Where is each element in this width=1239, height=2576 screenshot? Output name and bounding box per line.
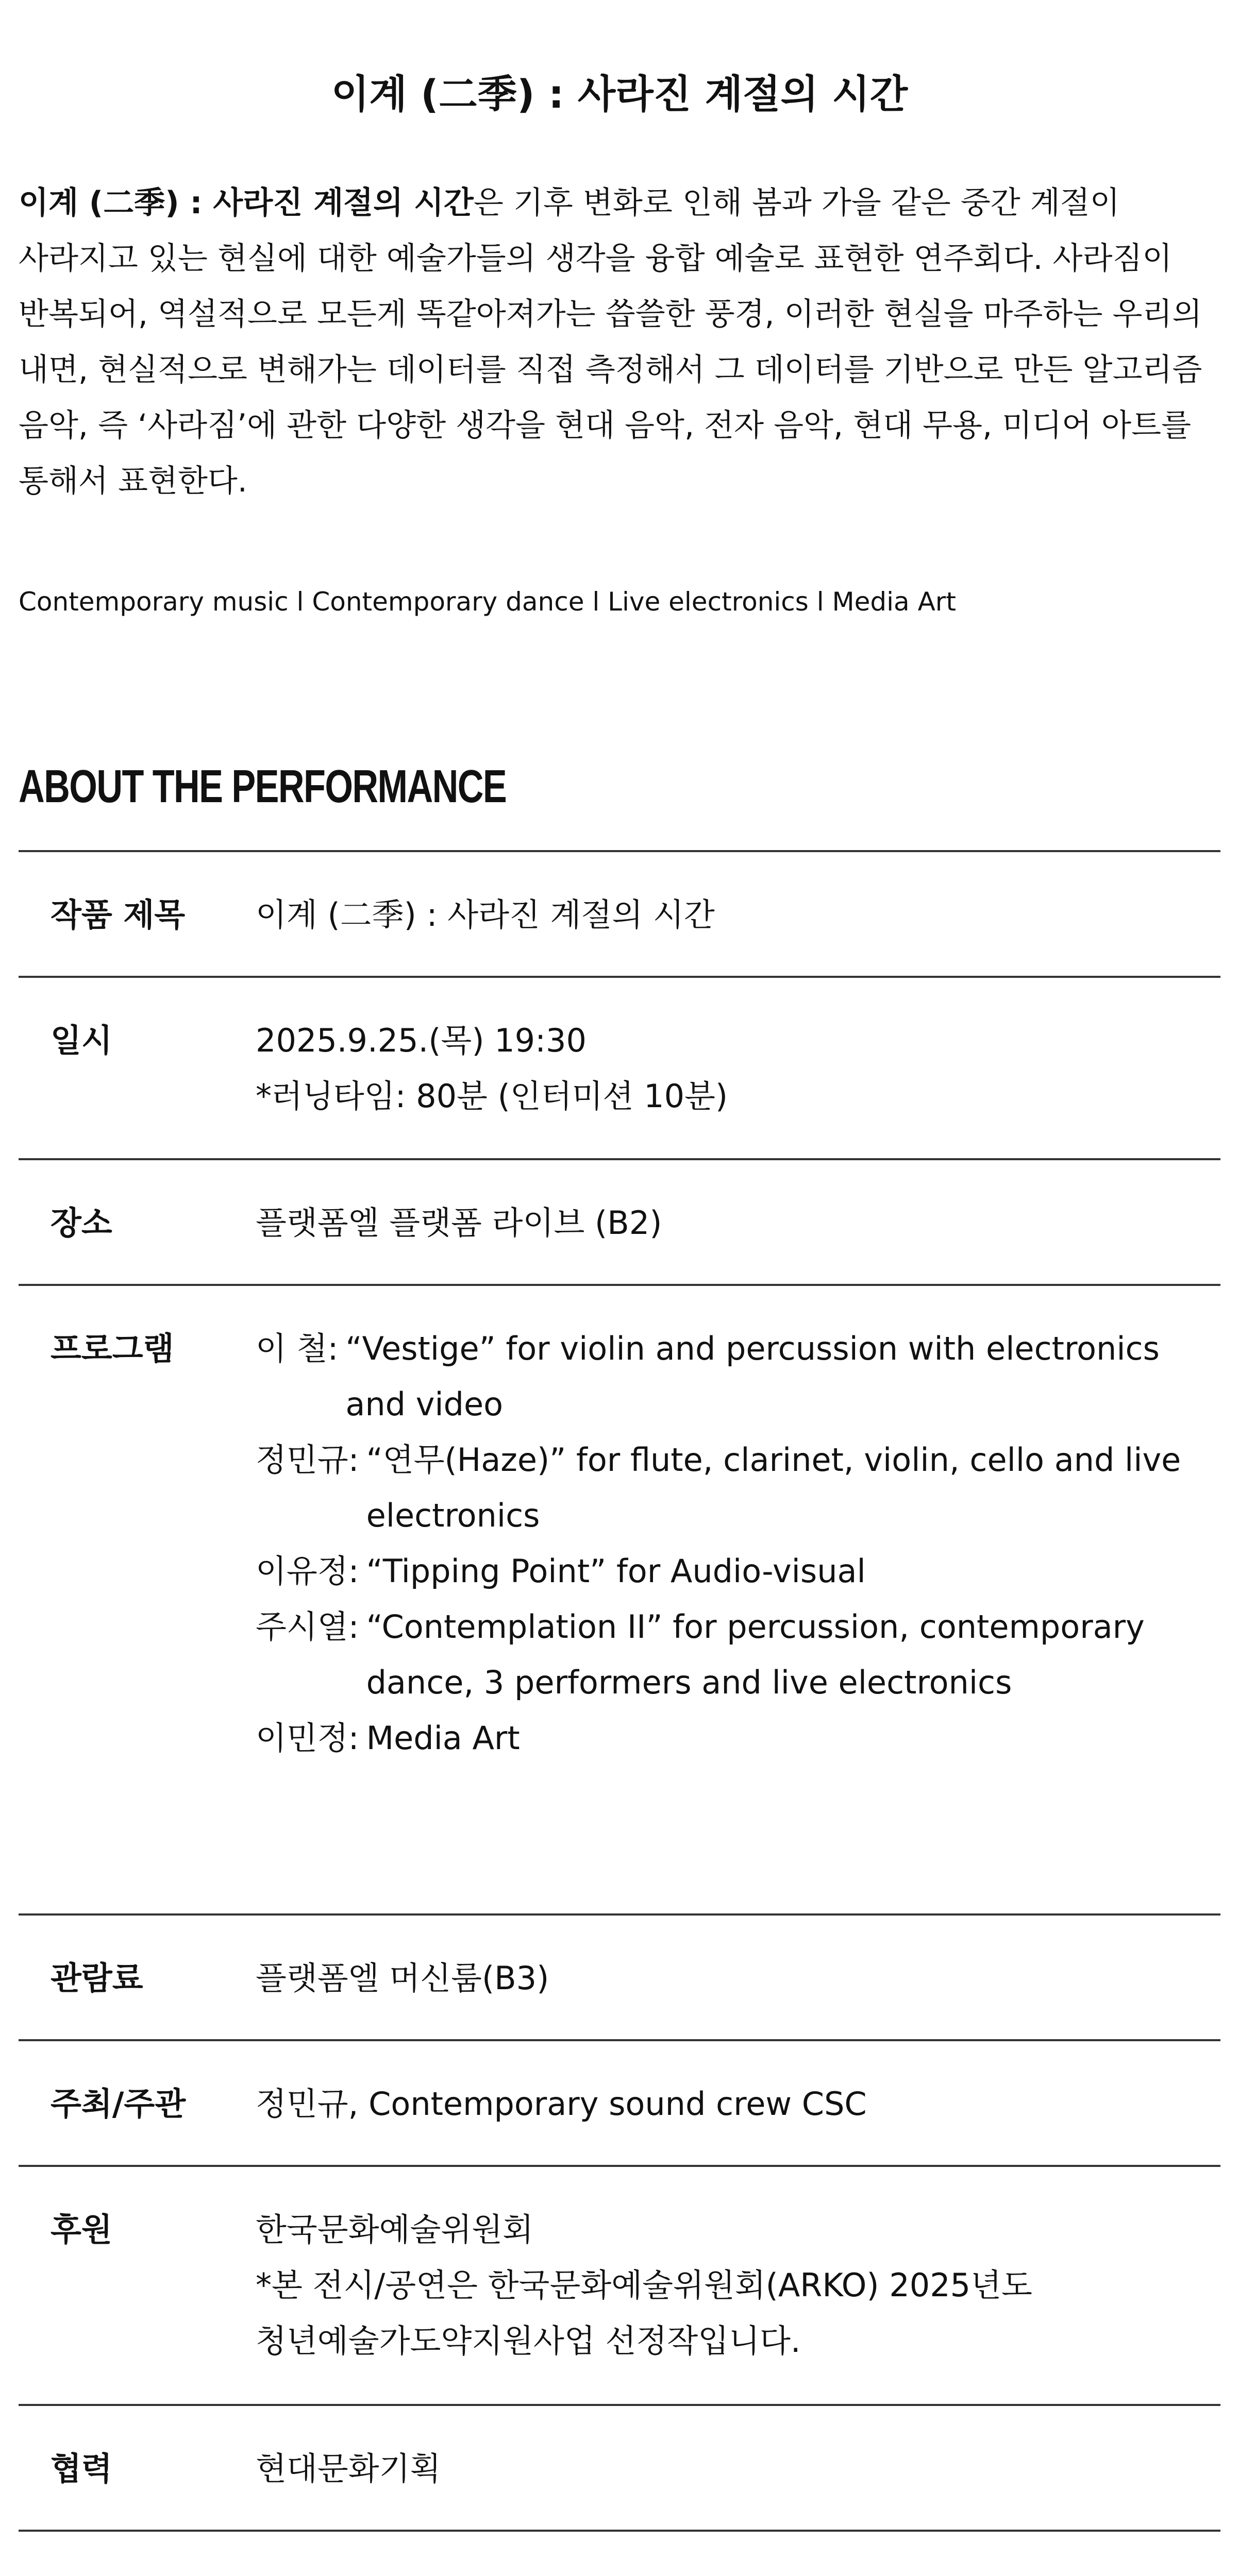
- program-composer: 주시열:: [256, 1608, 359, 1646]
- row-label: 관람료: [51, 1959, 143, 1997]
- row-ticket: [19, 1916, 1220, 2041]
- program-composer: 이민정:: [256, 1719, 359, 1757]
- row-program: [19, 1286, 1220, 1916]
- program-item: [256, 1432, 1220, 1544]
- row-cooperation: [19, 2406, 1220, 2532]
- program-item: [256, 1544, 1220, 1599]
- date-value: 2025.9.25.(목) 19:30: [256, 1022, 587, 1059]
- program-work: “Vestige” for violin and percussion with electronics and video: [345, 1330, 1160, 1423]
- row-label: 후원: [51, 2211, 112, 2248]
- page-title: 이계 (二季) : 사라진 계절의 시간: [331, 71, 908, 117]
- program-composer: 정민규:: [256, 1441, 359, 1479]
- program-item: [256, 1710, 1220, 1766]
- row-value: 플랫폼엘 머신룸(B3): [256, 1959, 549, 1997]
- program-work: “Tipping Point” for Audio-visual: [366, 1552, 866, 1590]
- row-label: 주최/주관: [51, 2085, 186, 2123]
- intro-body: 은 기후 변화로 인해 봄과 가을 같은 중간 계절이 사라지고 있는 현실에 대한 예술가들의 생각을 융합 예술로 표현한 연주회다. 사라짐이 반복되어, 역설적으로 모든게 똑같아져가는 씁쓸한 풍경, 이러한 현실을 마주하는 우리의 내면, 현실적으로 변해가는 데이터를 직접 측정해서 그 데이터를 기반으로 만든 알고리즘 음악, 즉 ‘사라짐’에 관한 다양한 생각을 현대 음악, 전자 음악, 현대 무용, 미디어 아트를 통해서 표현한다.: [19, 185, 1202, 499]
- row-label: [19, 2567, 256, 2576]
- intro-lead: 이계 (二季) : 사라진 계절의 시간: [19, 185, 474, 221]
- row-sponsor: [19, 2167, 1220, 2406]
- program-work: “Contemplation II” for percussion, contemporary dance, 3 performers and live electronics: [366, 1608, 1145, 1701]
- row-venue: [19, 1160, 1220, 1286]
- sponsor-value: 한국문화예술위원회: [256, 2211, 534, 2248]
- row-title: [19, 852, 1220, 978]
- program-item: [256, 1321, 1220, 1432]
- section-heading: ABOUT THE PERFORMANCE: [19, 761, 507, 812]
- running-time-note: *러닝타임: 80분 (인터미션 10분): [256, 1077, 728, 1115]
- performance-info-table: [19, 850, 1220, 2576]
- row-label: 장소: [51, 1204, 112, 1242]
- row-value: 이계 (二季) : 사라진 계절의 시간: [256, 896, 715, 934]
- program-work: Media Art: [366, 1719, 520, 1757]
- row-value: 플랫폼엘 플랫폼 라이브 (B2): [256, 1204, 662, 1242]
- row-label: 협력: [51, 2450, 112, 2487]
- program-composer: 이 철:: [256, 1330, 339, 1367]
- row-label: 프로그램: [51, 1330, 174, 1367]
- row-value: [256, 2202, 1220, 2404]
- program-work: “연무(Haze)” for flute, clarinet, violin, cello and live electronics: [366, 1441, 1181, 1534]
- program-list: [256, 1321, 1220, 1913]
- program-composer: 이유정:: [256, 1552, 359, 1590]
- row-value: 정민규, Contemporary sound crew CSC: [256, 2085, 867, 2123]
- intro-paragraph: [19, 175, 1214, 509]
- row-date: [19, 978, 1220, 1160]
- row-value: [256, 1013, 1220, 1158]
- program-item: [256, 1599, 1220, 1710]
- row-label: 일시: [51, 1022, 112, 1059]
- genre-list: Contemporary music l Contemporary dance l Live electronics l Media Art: [19, 587, 956, 617]
- row-label: 작품 제목: [51, 896, 186, 934]
- sponsor-note: *본 전시/공연은 한국문화예술위원회(ARKO) 2025년도 청년예술가도약지원사업 선정작입니다.: [256, 2266, 1032, 2360]
- row-host: [19, 2041, 1220, 2167]
- row-value: 현대문화기획: [256, 2450, 441, 2487]
- row-value: [256, 2567, 1220, 2576]
- row-contact: [19, 2532, 1220, 2576]
